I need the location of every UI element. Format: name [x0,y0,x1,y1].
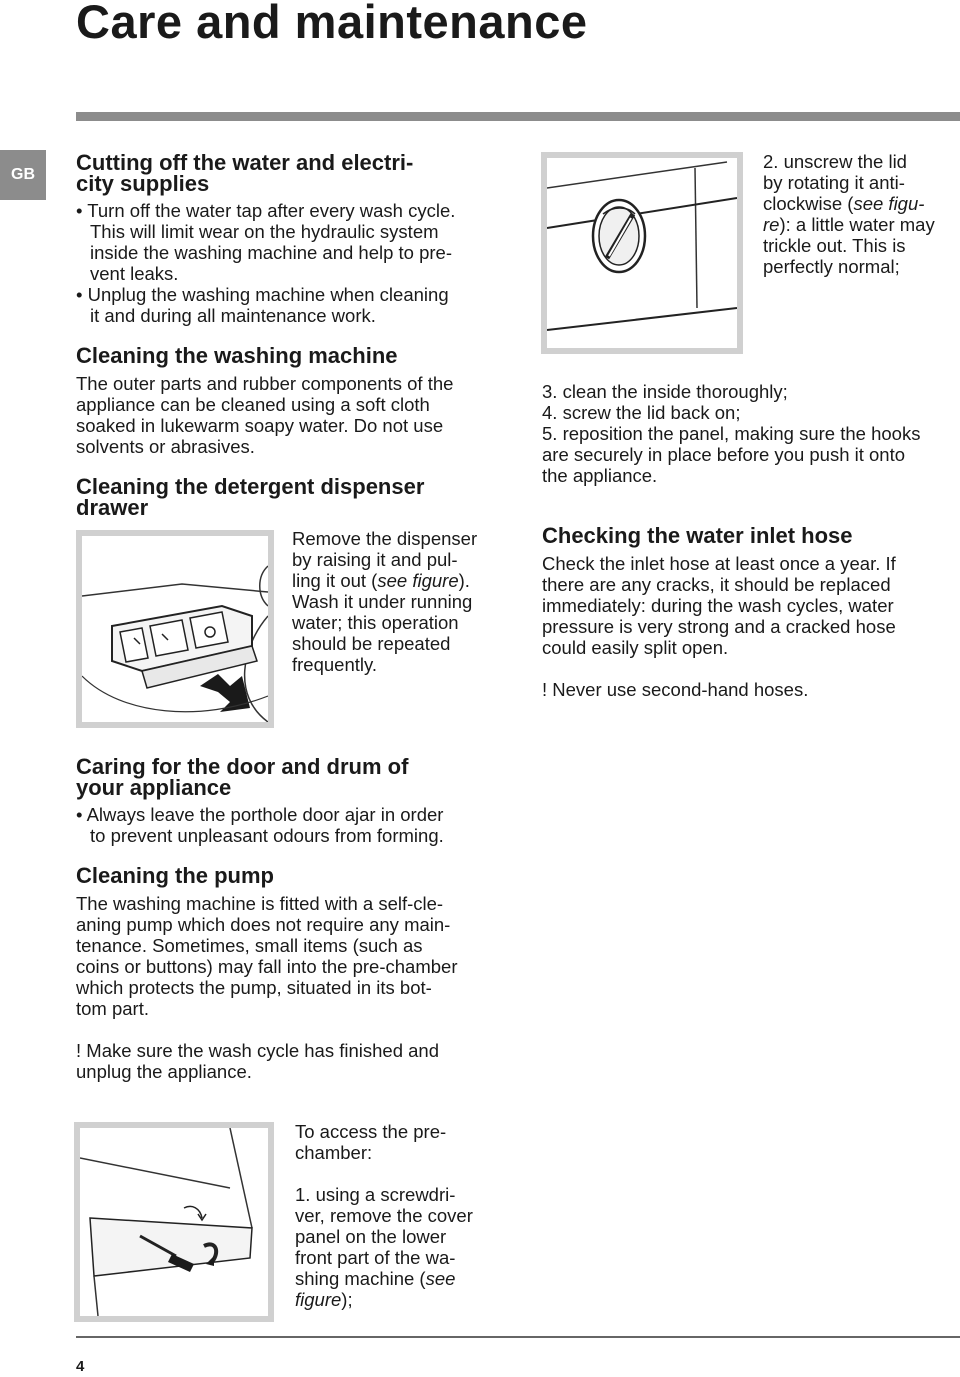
page-number: 4 [76,1358,85,1375]
section-cleaning-machine: Cleaning the washing machine The outer parts and rubber components of the appliance can be cleaned using a soft cloth soaked in lukewarm soapy water. Do not use solvents or abrasives. [76,345,516,457]
page-title: Care and maintenance [76,0,588,48]
section-hose: Checking the water inlet hose Check the inlet hose at least once a year. If there are any cracks, it should be replaced immediately: during the wash cycles, water pressure is very strong and a cracked hose could easily split open. ! Never use second-hand hoses. [542,525,960,700]
pump-lid-illustration [547,158,737,348]
pump-panel-illustration [80,1128,268,1316]
steps-3-5: 3. clean the inside thoroughly; 4. screw the lid back on; 5. reposition the panel, making sure the hooks are securely in place before you push it onto the appliance. [542,381,921,486]
footer-rule [76,1336,960,1338]
bullet-water-tap: • Turn off the water tap after every wash cycle. This will limit wear on the hydraulic system inside the washing machine and help to pre- vent leaks. [76,200,456,284]
language-tab: GB [0,150,46,200]
bullet-unplug: • Unplug the washing machine when cleaning it and during all maintenance work. [76,284,449,326]
heading-dispenser: Cleaning the detergent dispenser drawer [76,474,425,520]
heading-hose: Checking the water inlet hose [542,523,853,548]
heading-cutoff: Cutting off the water and electri- city supplies [76,150,414,196]
heading-door: Caring for the door and drum of your appliance [76,754,409,800]
section-pump: Cleaning the pump The washing machine is fitted with a self-cle- aning pump which does not require any main- tenance. Sometimes, small items (such as coins or buttons) may fall into the pre-chamber which protects the pump, situated in its bot- tom part. ! Make sure the wash cycle has finished and unplug the appliance. [76,865,516,1082]
dispenser-instructions: Remove the dispenser by raising it and pul- ling it out (see figure). Wash it under running water; this operation should be repeated frequently. [292,528,478,675]
heading-cleaning-machine: Cleaning the washing machine [76,343,398,368]
section-dispenser [76,476,516,518]
dispenser-drawer-illustration [82,536,268,722]
section-door: Caring for the door and drum of your appliance • Always leave the porthole door ajar in order to prevent unpleasant odours from forming. [76,756,516,846]
pump-warning: ! Make sure the wash cycle has finished and unplug the appliance. [76,1040,439,1082]
dispenser-figure [76,530,274,728]
hose-warning: ! Never use second-hand hoses. [542,679,809,700]
pump-access-instructions: To access the pre- chamber: 1. using a screwdri- ver, remove the cover panel on the lower front part of the wa- shing machine (see figure); [295,1121,473,1310]
pump-figure [74,1122,274,1322]
section-cutoff [76,152,506,326]
step-2: 2. unscrew the lid by rotating it anti- clockwise (see figu- re): a little water may trickle out. This is perfectly normal; [763,151,935,277]
heading-pump: Cleaning the pump [76,863,274,888]
title-rule [76,112,960,121]
lid-figure [541,152,743,354]
